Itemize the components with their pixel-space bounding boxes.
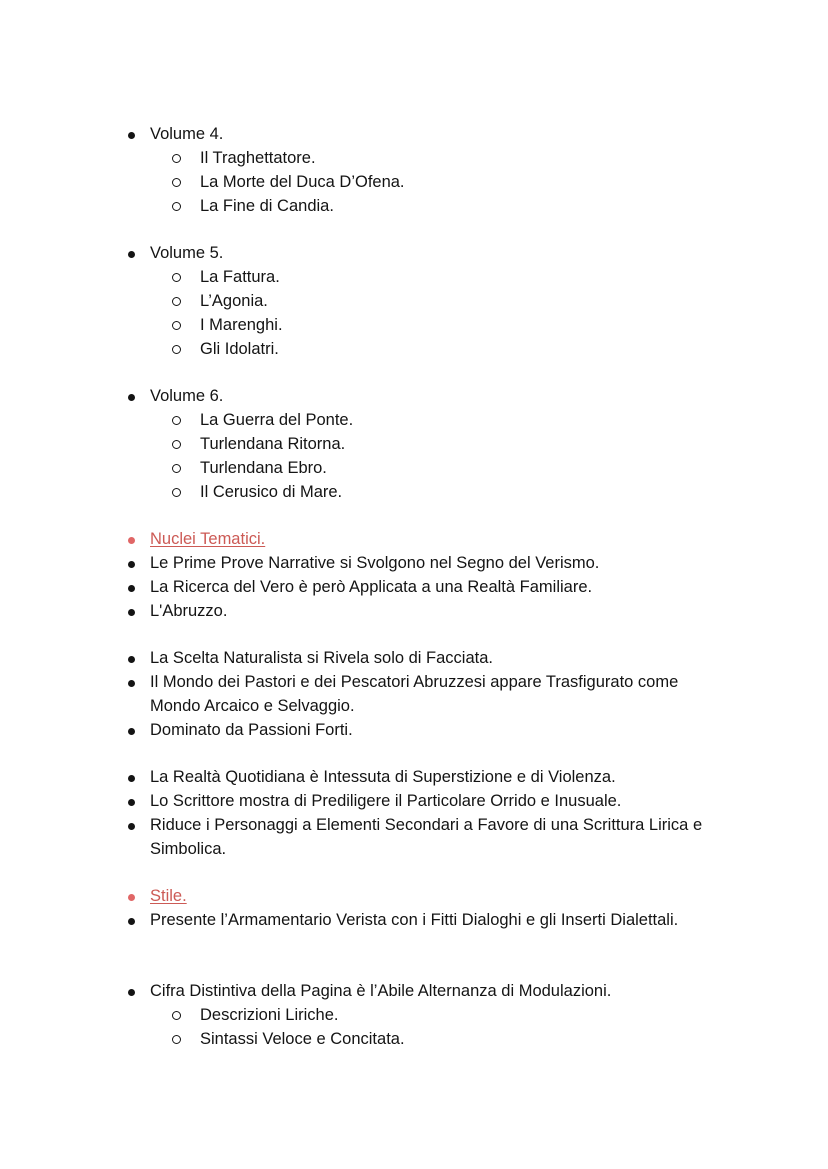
circle-bullet-icon: [172, 202, 181, 211]
circle-bullet-icon: [172, 464, 181, 473]
list-item: La Ricerca del Vero è però Applicata a una Realtà Familiare.: [0, 575, 828, 599]
list-item: Lo Scrittore mostra di Prediligere il Particolare Orrido e Inusuale.: [0, 789, 828, 813]
sub-list-item: La Fine di Candia.: [0, 194, 828, 218]
bullet-icon: [124, 551, 138, 575]
list-item: Riduce i Personaggi a Elementi Secondari a Favore di una Scrittura Lirica e Simbolica.: [0, 813, 710, 861]
bullet-icon: [124, 384, 138, 408]
bullet-icon: [124, 646, 138, 670]
circle-bullet-icon: [172, 440, 181, 449]
list-item: Volume 4.: [0, 122, 828, 146]
list-item: La Scelta Naturalista si Rivela solo di Facciata.: [0, 646, 828, 670]
sub-list-item: Turlendana Ritorna.: [0, 432, 828, 456]
circle-bullet-icon: [172, 416, 181, 425]
list-item: Cifra Distintiva della Pagina è l’Abile Alternanza di Modulazioni.: [0, 979, 828, 1003]
sub-list-item: Sintassi Veloce e Concitata.: [0, 1027, 828, 1051]
list-item: Il Mondo dei Pastori e dei Pescatori Abruzzesi appare Trasfigurato come Mondo Arcaico e Selvaggio.: [0, 670, 710, 718]
sub-list-item: I Marenghi.: [0, 313, 828, 337]
sub-list-item: Gli Idolatri.: [0, 337, 828, 361]
sub-list-item: La Morte del Duca D’Ofena.: [0, 170, 828, 194]
circle-bullet-icon: [172, 488, 181, 497]
list-item: Volume 6.: [0, 384, 828, 408]
circle-bullet-icon: [172, 1035, 181, 1044]
circle-bullet-icon: [172, 345, 181, 354]
bullet-icon: [124, 122, 138, 146]
circle-bullet-icon: [172, 273, 181, 282]
circle-bullet-icon: [172, 321, 181, 330]
circle-bullet-icon: [172, 1011, 181, 1020]
bullet-icon: [124, 884, 138, 908]
bullet-icon: [124, 979, 138, 1003]
circle-bullet-icon: [172, 154, 181, 163]
circle-bullet-icon: [172, 178, 181, 187]
sub-list-item: Il Traghettatore.: [0, 146, 828, 170]
bullet-icon: [124, 813, 138, 837]
heading-link[interactable]: Stile.: [150, 887, 187, 905]
circle-bullet-icon: [172, 297, 181, 306]
list-item: Presente l’Armamentario Verista con i Fitti Dialoghi e gli Inserti Dialettali.: [0, 908, 710, 956]
sub-list-item: Turlendana Ebro.: [0, 456, 828, 480]
list-item: La Realtà Quotidiana è Intessuta di Superstizione e di Violenza.: [0, 765, 828, 789]
heading-link[interactable]: Nuclei Tematici.: [150, 530, 266, 548]
bullet-icon: [124, 789, 138, 813]
sub-list-item: Il Cerusico di Mare.: [0, 480, 828, 504]
bullet-icon: [124, 718, 138, 742]
bullet-icon: [124, 599, 138, 623]
bullet-icon: [124, 908, 138, 932]
sub-list-item: L’Agonia.: [0, 289, 828, 313]
bullet-icon: [124, 765, 138, 789]
bullet-icon: [124, 241, 138, 265]
bullet-icon: [124, 527, 138, 551]
list-item: L'Abruzzo.: [0, 599, 828, 623]
section-heading-nuclei: [0, 527, 828, 551]
bullet-icon: [124, 575, 138, 599]
list-item: Le Prime Prove Narrative si Svolgono nel Segno del Verismo.: [0, 551, 828, 575]
sub-list-item: Descrizioni Liriche.: [0, 1003, 828, 1027]
list-item: Volume 5.: [0, 241, 828, 265]
document-page: [0, 122, 828, 1051]
sub-list-item: La Guerra del Ponte.: [0, 408, 828, 432]
bullet-icon: [124, 670, 138, 694]
sub-list-item: La Fattura.: [0, 265, 828, 289]
section-heading-stile: [0, 884, 828, 908]
list-item: Dominato da Passioni Forti.: [0, 718, 828, 742]
